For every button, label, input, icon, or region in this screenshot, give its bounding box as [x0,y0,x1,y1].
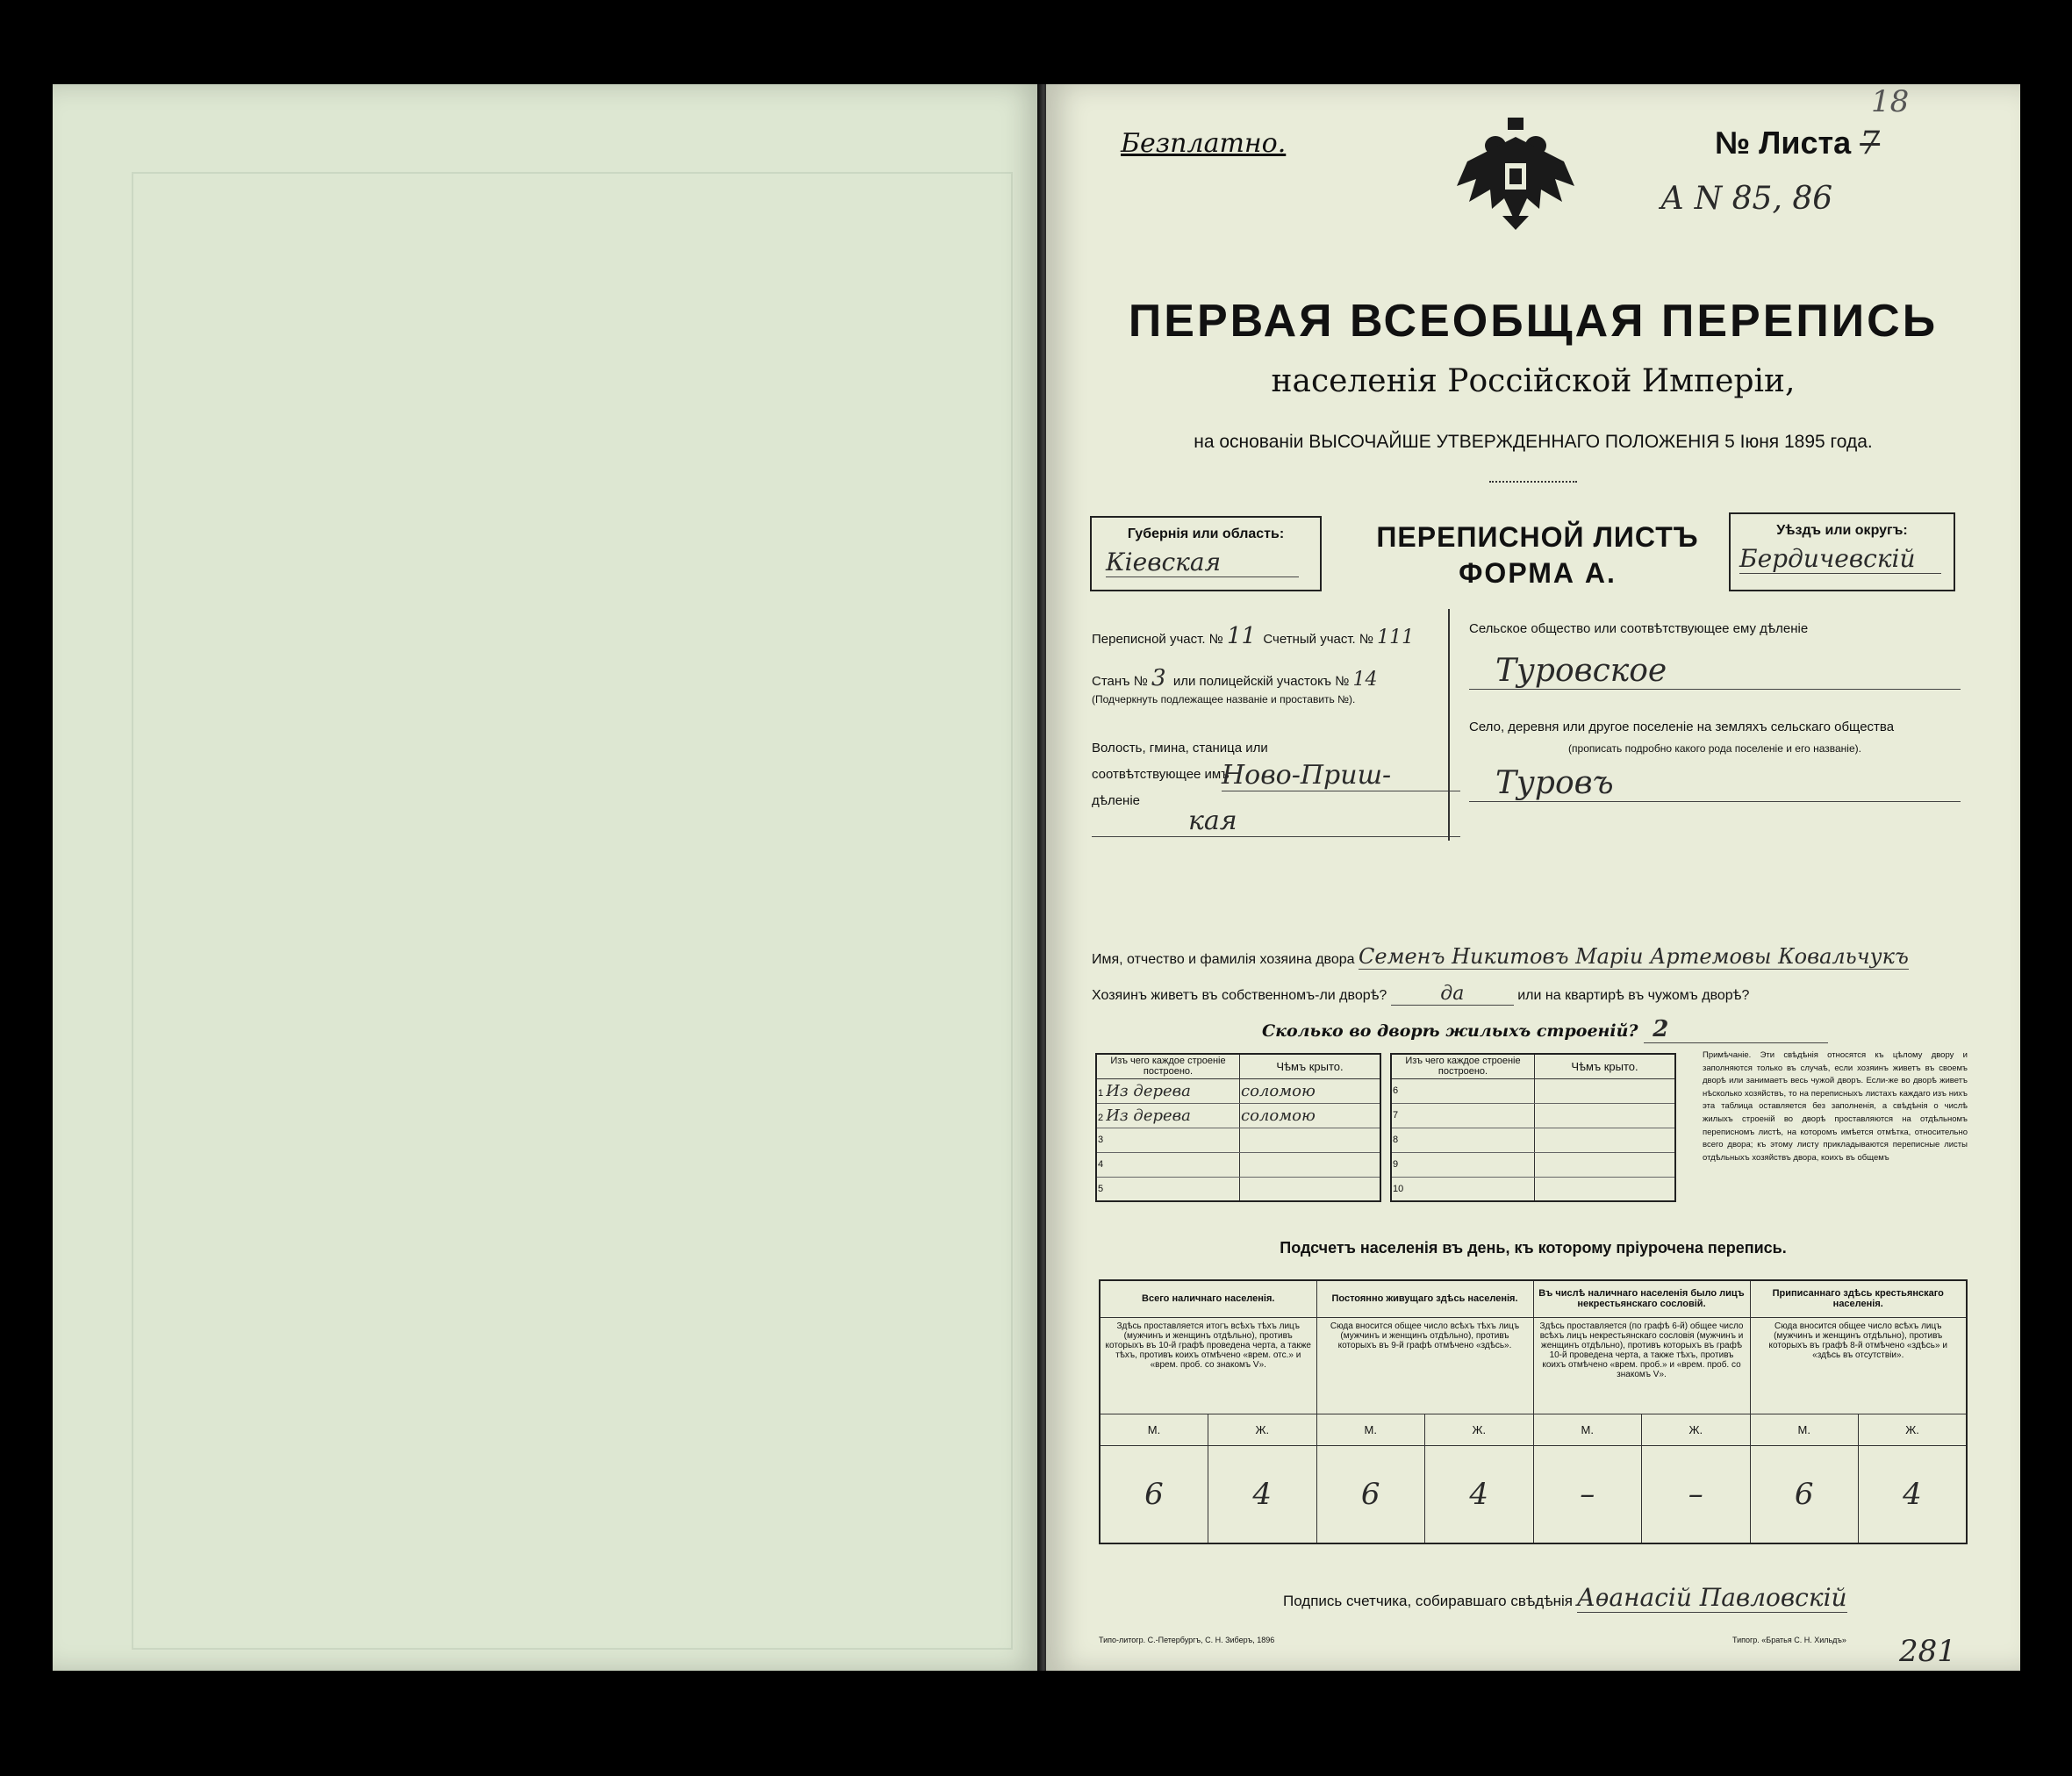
table-row [1391,1152,1675,1177]
group-title-registered: Приписаннаго здѣсь крестьянскаго населенія. [1750,1280,1967,1317]
owner-value: Семенъ Никитовъ Маріи Артемовы Ковальчукъ [1359,944,1909,969]
buildings-note: Примѣчаніе. Эти свѣдѣнія относятся къ цѣлому двору и заполняются только въ случаѣ, если хозяинъ живетъ въ своемъ дворѣ или занимаетъ весь чужой дворъ. Если-же во дворѣ живетъ нѣсколько хозяйствъ, то на переписныхъ листахъ каждаго изъ нихъ эта таблица оставляется без заполненія, а свѣдѣнія о числѣ жилыхъ строеній во дворѣ проставляются на отдѣльномъ переписномъ листѣ, на которомъ имѣется отмѣтка, относительно всего двора; къ этому листу прикладываются переписные листы отдѣльныхъ хозяйствъ двора, коихъ въ общемъ [1703,1050,1968,1163]
group-desc-registered: Сюда вносится общее число всѣхъ лицъ (мужчинъ и женщинъ отдѣльно), противъ которыхъ въ графѣ 8-й отмѣчено «здѣсь» и «здѣсь въ отсутствіи». [1750,1317,1967,1414]
owner-label: Имя, отчество и фамилія хозяина двора [1092,952,1355,967]
sheet-number-label: № Листа [1715,125,1852,161]
registered-male: 6 [1750,1445,1859,1543]
imperial-eagle-emblem [1450,118,1581,232]
census-district-value: 11 [1226,623,1257,649]
buildings-col-roof: Чѣмъ крыто. [1240,1054,1381,1078]
col-male: М. [1100,1414,1208,1445]
col-male: М. [1750,1414,1859,1445]
row-number: 2 [1098,1112,1104,1123]
buildings-col-roof: Чѣмъ крыто. [1535,1054,1676,1078]
sheet-number [1715,125,1880,161]
building-roof: соломою [1240,1078,1381,1103]
left-page-bleedthrough-frame [132,172,1013,1650]
group-title-non-peasant: Въ числѣ наличнаго населенія было лицъ некрестьянскаго сословій. [1533,1280,1750,1317]
census-sheet-title [1327,521,1748,590]
group-title-total: Всего наличнаго населенія. [1100,1280,1316,1317]
non-peasant-male: – [1533,1445,1642,1543]
table-row [1096,1078,1380,1103]
census-sheet-title-line1: ПЕРЕПИСНОЙ ЛИСТЪ [1376,521,1699,553]
row-number: 3 [1096,1128,1240,1152]
signature-value: Аѳанасій Павловскій [1576,1583,1847,1612]
col-female: Ж. [1208,1414,1317,1445]
signature-label: Подпись счетчика, собиравшаго свѣдѣнія [1283,1593,1573,1609]
underline-note: (Подчеркнуть подлежащее названіе и проставить №). [1092,693,1356,705]
lives-value: да [1391,983,1514,1006]
printer-imprint-right: Типогр. «Братья С. Н. Хильдъ» [1732,1636,1846,1644]
col-male: М. [1533,1414,1642,1445]
non-peasant-female: – [1642,1445,1751,1543]
province-value: Кіевская [1106,548,1299,577]
field-divider [1448,609,1450,841]
population-heading: Подсчетъ населенія въ день, къ которому пріурочена перепись. [1280,1239,1787,1257]
police-label: или полицейскій участокъ № [1172,674,1350,689]
free-label: Безплатно. [1121,128,1287,159]
group-desc-non-peasant: Здѣсь проставляется (по графѣ 6-й) общее число всѣхъ лицъ некрестьянскаго сословія (мужчинъ и женщинъ отдѣльно), противъ которыхъ въ графѣ 10-й проведена черта, а также тѣхъ, противъ коихъ отмѣчено «врем. проб.» и «врем. проб. со знакомъ V». [1533,1317,1750,1414]
row-number: 1 [1098,1087,1104,1099]
volost-value-line2: кая [1092,806,1460,837]
form-main-title: ПЕРВАЯ ВСЕОБЩАЯ ПЕРЕПИСЬ [1128,296,1939,347]
registered-female: 4 [1859,1445,1968,1543]
district-label: Уѣздъ или округъ: [1776,523,1908,538]
buildings-value: 2 [1644,1016,1828,1043]
count-district-value: 111 [1377,627,1415,648]
village-note: (прописать подробно какого рода поселеніе и его названіе). [1568,742,1861,755]
row-number: 10 [1391,1177,1535,1201]
col-female: Ж. [1642,1414,1751,1445]
owner-field [1092,944,2004,969]
table-row [1391,1103,1675,1128]
population-table [1099,1279,1968,1544]
building-roof [1535,1128,1676,1152]
permanent-female: 4 [1425,1445,1534,1543]
lives-label: Хозяинъ живетъ въ собственномъ-ли дворѣ? [1092,988,1387,1003]
table-row [1096,1103,1380,1128]
col-male: М. [1316,1414,1425,1445]
census-sheet-form-a: ФОРМА А. [1459,557,1617,589]
table-row [1391,1128,1675,1152]
building-material: Из дерева [1106,1081,1191,1100]
buildings-col-material: Изъ чего каждое строеніе построено. [1096,1054,1240,1078]
buildings-label: Сколько во дворѣ жилыхъ строеній? [1262,1021,1638,1041]
col-female: Ж. [1425,1414,1534,1445]
stan-label: Станъ № [1092,674,1148,689]
stan-value: 3 [1151,665,1166,691]
ornament-divider [1489,481,1577,483]
table-row [1096,1152,1380,1177]
district-value: Бердичевскій [1739,544,1941,574]
page-number: 281 [1899,1634,1956,1669]
sheet-number-value: 7 [1860,125,1881,161]
lives-alt-label: или на квартирѣ въ чужомъ дворѣ? [1517,988,1750,1003]
total-male: 6 [1100,1445,1208,1543]
police-value: 14 [1352,669,1378,691]
table-row [1391,1177,1675,1201]
building-roof [1240,1152,1381,1177]
building-roof [1535,1152,1676,1177]
row-number: 6 [1391,1078,1535,1103]
society-label: Сельское общество или соотвѣтствующее ему дѣленіе [1469,621,1809,636]
count-district-label: Счетный участ. № [1263,632,1373,647]
building-roof [1240,1177,1381,1201]
table-row [1391,1078,1675,1103]
signature-field [1283,1583,2003,1612]
row-number: 5 [1096,1177,1240,1201]
census-form-page [1046,84,2020,1671]
district-box [1729,512,1955,591]
archive-reference: А N 85, 86 [1660,181,1833,217]
left-page-blank [53,84,1043,1671]
building-roof [1240,1128,1381,1152]
building-roof: соломою [1240,1103,1381,1128]
table-row [1096,1177,1380,1201]
group-desc-total: Здѣсь проставляется итогъ всѣхъ тѣхъ лицъ (мужчинъ и женщинъ отдѣльно), противъ которыхъ въ 10-й графѣ проведена черта, а также тѣхъ, противъ коихъ отмѣчено «врем. отс.» и «врем. проб. со знакомъ V». [1100,1317,1316,1414]
form-basis-line: на основаніи ВЫСОЧАЙШЕ УТВЕРЖДЕННАГО ПОЛОЖЕНІЯ 5 Іюня 1895 года. [1194,432,1873,452]
lives-field [1092,983,2004,1006]
building-roof [1535,1177,1676,1201]
buildings-table-right [1390,1053,1676,1202]
group-title-permanent: Постоянно живущаго здѣсь населенія. [1316,1280,1533,1317]
row-number: 9 [1391,1152,1535,1177]
society-value: Туровское [1469,653,1961,690]
volost-label: Волость, гмина, станица или соотвѣтствующее имъ дѣленіе [1092,741,1268,808]
row-number: 7 [1391,1103,1535,1128]
table-row [1096,1128,1380,1152]
village-value: Туровъ [1469,765,1961,802]
row-number: 4 [1096,1152,1240,1177]
buildings-col-material: Изъ чего каждое строеніе построено. [1391,1054,1535,1078]
total-female: 4 [1208,1445,1317,1543]
sheet-number-corrected: 18 [1871,84,1910,119]
printer-imprint-left: Типо-литогр. С.-Петербургъ, С. Н. Зиберъ, 1896 [1099,1636,1275,1644]
buildings-field [1262,1016,1828,1043]
volost-value-line1: Ново-Приш- [1222,760,1460,791]
col-female: Ж. [1859,1414,1968,1445]
census-district-label: Переписной участ. № [1092,632,1223,647]
building-material: Из дерева [1106,1106,1191,1125]
row-number: 8 [1391,1128,1535,1152]
census-district-field [1092,623,1460,649]
permanent-male: 6 [1316,1445,1425,1543]
building-roof [1535,1078,1676,1103]
village-label: Село, деревня или другое поселеніе на земляхъ сельскаго общества [1469,720,1895,734]
form-subtitle: населенія Россійской Имперіи, [1271,363,1796,399]
building-roof [1535,1103,1676,1128]
province-box [1090,516,1322,591]
province-label: Губернія или область: [1127,526,1285,541]
group-desc-permanent: Сюда вносится общее число всѣхъ тѣхъ лицъ (мужчинъ и женщинъ отдѣльно), противъ которыхъ въ 9-й графѣ отмѣчено «здѣсь». [1316,1317,1533,1414]
buildings-table-left [1095,1053,1381,1202]
stan-field [1092,665,1460,691]
